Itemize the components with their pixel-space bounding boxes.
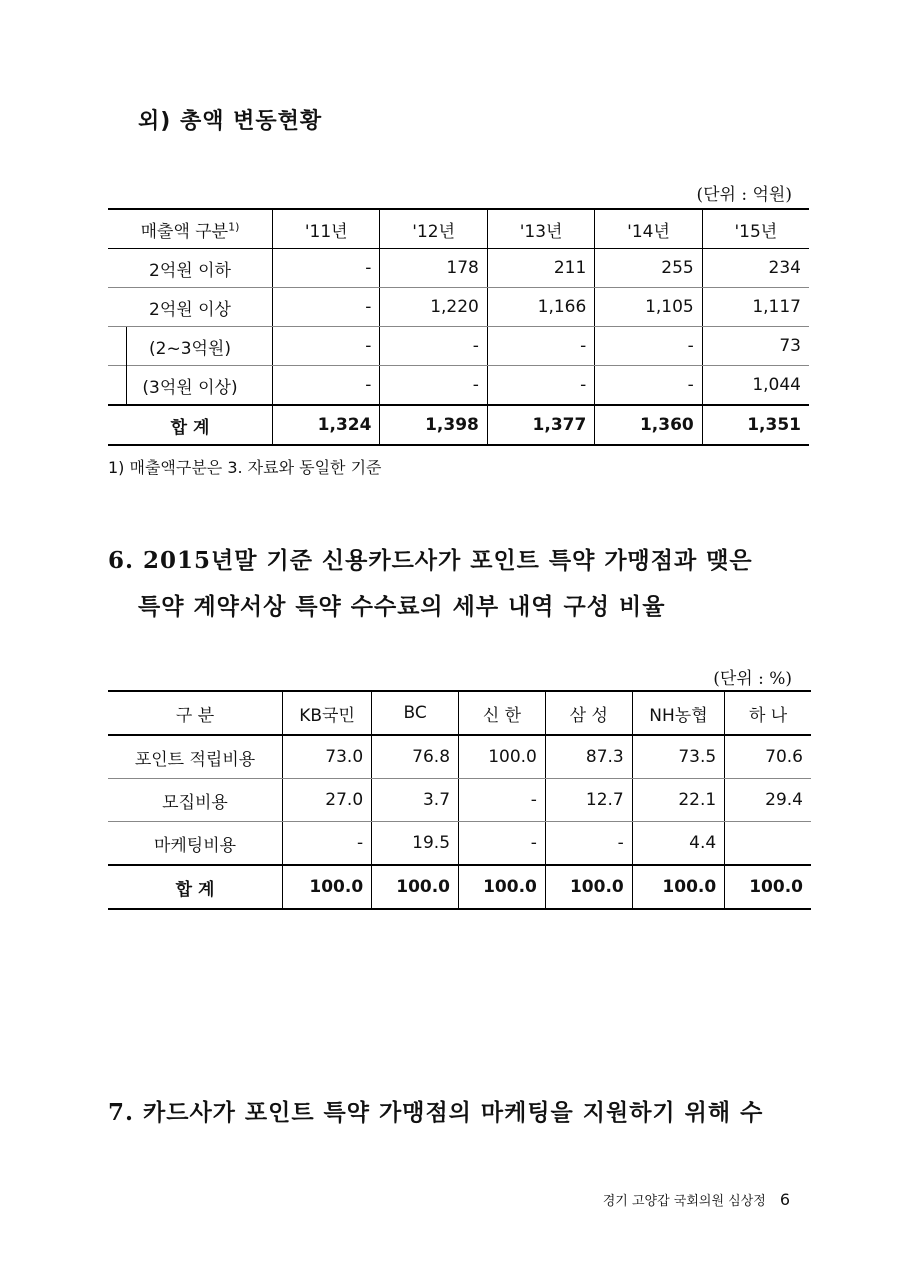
- page-footer: [603, 1190, 790, 1209]
- cell: 1,220: [380, 288, 487, 327]
- table1-unit: (단위 : 억원): [696, 185, 792, 205]
- header-year: '14년: [595, 209, 702, 249]
- indent-rule: [126, 327, 127, 366]
- header-year: '15년: [702, 209, 809, 249]
- cell: -: [487, 327, 594, 366]
- table-row: [108, 288, 809, 327]
- cell: 100.0: [632, 865, 724, 909]
- cell: 4.4: [632, 822, 724, 866]
- table1-footnote: 1) 매출액구분은 3. 자료와 동일한 기준: [108, 458, 382, 477]
- cell: 1,044: [702, 366, 809, 406]
- cell: 234: [702, 249, 809, 288]
- cell: 27.0: [283, 779, 372, 822]
- cell: 255: [595, 249, 702, 288]
- table-row: [108, 822, 811, 866]
- cell: -: [595, 327, 702, 366]
- header-cell: 삼 성: [545, 691, 632, 735]
- row-label: 2억원 이하: [108, 249, 273, 288]
- cell: -: [273, 249, 380, 288]
- cell: 87.3: [545, 735, 632, 779]
- cell: 1,351: [702, 405, 809, 445]
- cell: [725, 822, 811, 866]
- cell: -: [273, 327, 380, 366]
- fee-composition-table: [108, 690, 811, 910]
- row-label: (2~3억원): [108, 327, 273, 366]
- cell: -: [273, 366, 380, 406]
- cell: 1,105: [595, 288, 702, 327]
- cell: 1,360: [595, 405, 702, 445]
- table-row: [108, 327, 809, 366]
- cell: 100.0: [459, 865, 546, 909]
- cell: 100.0: [545, 865, 632, 909]
- cell: 100.0: [725, 865, 811, 909]
- cell: -: [545, 822, 632, 866]
- total-label: 합 계: [108, 865, 283, 909]
- header-cell: NH농협: [632, 691, 724, 735]
- cell: -: [487, 366, 594, 406]
- cell: 3.7: [372, 779, 459, 822]
- cell: -: [380, 366, 487, 406]
- row-label: 2억원 이상: [108, 288, 273, 327]
- row-label: (3억원 이상): [108, 366, 273, 406]
- cell: 76.8: [372, 735, 459, 779]
- cell: 1,398: [380, 405, 487, 445]
- cell: 70.6: [725, 735, 811, 779]
- cell: -: [273, 288, 380, 327]
- cell: 1,377: [487, 405, 594, 445]
- header-cell: 신 한: [459, 691, 546, 735]
- indent-rule: [126, 366, 127, 404]
- cell: 73: [702, 327, 809, 366]
- cell: 1,117: [702, 288, 809, 327]
- question-6-line-2: 특약 계약서상 특약 수수료의 세부 내역 구성 비율: [138, 593, 666, 620]
- cell: 73.5: [632, 735, 724, 779]
- cell: 19.5: [372, 822, 459, 866]
- cell: 100.0: [459, 735, 546, 779]
- header-year: '13년: [487, 209, 594, 249]
- cell: 12.7: [545, 779, 632, 822]
- cell: 1,166: [487, 288, 594, 327]
- cell: -: [283, 822, 372, 866]
- header-cell: 하 나: [725, 691, 811, 735]
- table-row: [108, 779, 811, 822]
- row-label: 마케팅비용: [108, 822, 283, 866]
- question-7-line-1: 7. 카드사가 포인트 특약 가맹점의 마케팅을 지원하기 위해 수: [108, 1099, 764, 1126]
- header-cell: KB국민: [283, 691, 372, 735]
- table-header-row: [108, 209, 809, 249]
- row-label: 포인트 적립비용: [108, 735, 283, 779]
- cell: -: [380, 327, 487, 366]
- table-total-row: [108, 405, 809, 445]
- table-header-row: [108, 691, 811, 735]
- cell: 29.4: [725, 779, 811, 822]
- section-heading: 외) 총액 변동현황: [138, 109, 323, 134]
- header-year: '11년: [273, 209, 380, 249]
- cell: -: [459, 822, 546, 866]
- page-number: 6: [779, 1190, 790, 1209]
- cell: 100.0: [283, 865, 372, 909]
- cell: 178: [380, 249, 487, 288]
- table-row: [108, 735, 811, 779]
- header-label: 매출액 구분$^{1)}$: [108, 209, 273, 249]
- cell: -: [459, 779, 546, 822]
- total-label: 합 계: [108, 405, 273, 445]
- header-cell: 구 분: [108, 691, 283, 735]
- table-row: [108, 249, 809, 288]
- cell: 22.1: [632, 779, 724, 822]
- cell: -: [595, 366, 702, 406]
- row-label: 모집비용: [108, 779, 283, 822]
- table-total-row: [108, 865, 811, 909]
- header-year: '12년: [380, 209, 487, 249]
- question-6-line-1: 6. 2015년말 기준 신용카드사가 포인트 특약 가맹점과 맺은: [108, 547, 753, 574]
- cell: 73.0: [283, 735, 372, 779]
- table2-unit: (단위 : %): [713, 669, 792, 689]
- footer-text: 경기 고양갑 국회의원 심상정: [602, 1194, 766, 1209]
- sales-range-table: [108, 208, 809, 446]
- header-cell: BC: [372, 691, 459, 735]
- table-row: [108, 366, 809, 406]
- cell: 211: [487, 249, 594, 288]
- cell: 1,324: [273, 405, 380, 445]
- cell: 100.0: [372, 865, 459, 909]
